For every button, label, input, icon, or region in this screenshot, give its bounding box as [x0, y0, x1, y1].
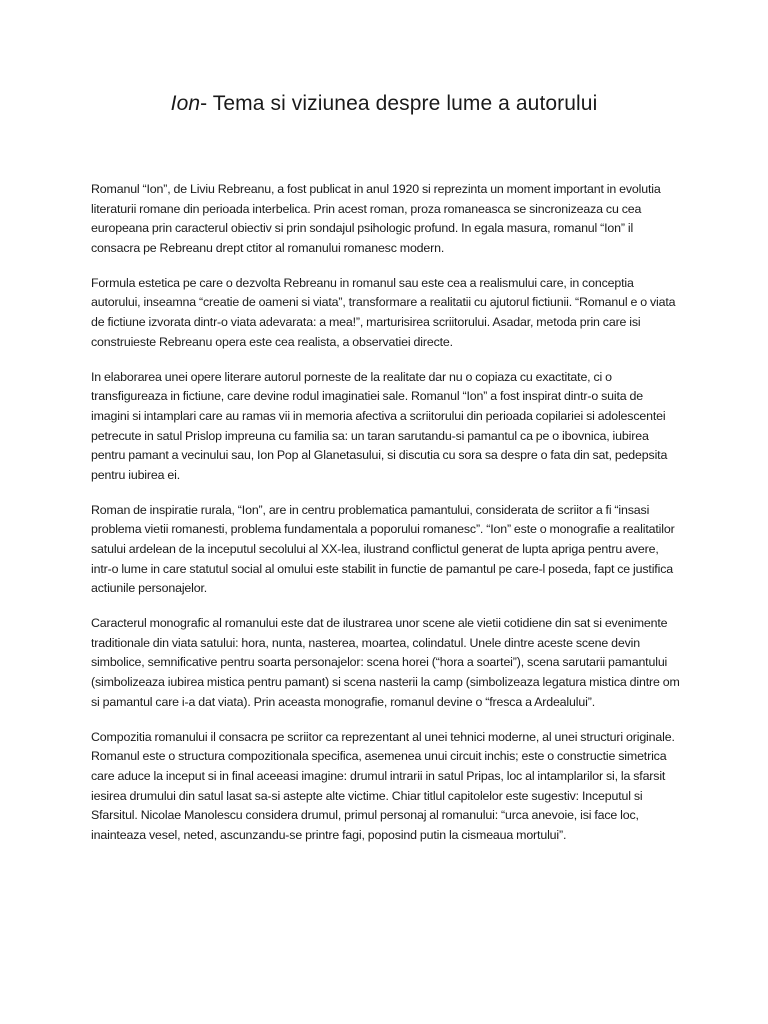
paragraph-1: Romanul “Ion”, de Liviu Rebreanu, a fost publicat in anul 1920 si reprezinta un moment important in evolutia literaturii romane din perioada interbelica. Prin acest roman, proza romaneasca se sincronizeaza cu cea europeana prin caracterul obiectiv si prin sondajul psihologic profund. In egala masura, romanul “Ion” il consacra pe Rebreanu drept ctitor al romanului romanesc modern.: [91, 182, 661, 255]
title-rest-part: - Tema si viziunea despre lume a autorului: [200, 92, 598, 115]
paragraph-5: Caracterul monografic al romanului este dat de ilustrarea unor scene ale vietii cotidiene din sat si evenimente traditionale din viata satului: hora, nunta, nasterea, moartea, colindatul. Unele dintre aceste scene devin simbolice, semnificative pentru soarta personajelor: scena horei (“hora a soartei”), scena sarutarii pamantului (simbolizeaza iubirea mistica pentru pamant) si scena nasterii la camp (simbolizeaza legatura mistica dintre om si pamantul care i-a dat viata). Prin aceasta monografie, romanul devine o “fresca a Ardealului”.: [91, 616, 680, 709]
paragraph-4: Roman de inspiratie rurala, “Ion”, are in centru problematica pamantului, considerata de scriitor a fi “insasi problema vietii romanesti, problema fundamentala a poporului romanesc”. “Ion” este o monografie a realitatilor satului ardelean de la inceputul secolului al XX-lea, ilustrand conflictul generat de lupta apriga pentru avere, intr-o lume in care statutul social al omului este stabilit in functie de pamantul pe care-l poseda, fapt ce justifica actiunile personajelor.: [91, 502, 675, 596]
document-body: [91, 180, 681, 861]
paragraph-3: In elaborarea unei opere literare autorul porneste de la realitate dar nu o copiaza cu exactitate, ci o transfigureaza in fictiune, care devine rodul imaginatiei sale. Romanul “Ion” a fost inspirat dintr-o suita de imagini si intamplari care au ramas vii in memoria afectiva a scriitorului din perioada copilariei si adolescentei petrecute in satul Prislop impreuna cu familia sa: un taran sarutandu-si pamantul ca pe o ibovnica, iubirea pentru pamant a vecinului sau, Ion Pop al Glanetasului, si discutia cu sora sa despre o fata din sat, pedepsita pentru iubirea ei.: [91, 369, 668, 482]
paragraph-2: Formula estetica pe care o dezvolta Rebreanu in romanul sau este cea a realismului care, in conceptia autorului, inseamna “creatie de oameni si viata”, transformare a realitatii cu ajutorul fictiunii. “Romanul e o viata de fictiune izvorata dintr-o viata adevarata: a mea!”, marturisirea scriitorului. Asadar, metoda prin care isi construieste Rebreanu opera este cea realista, a observatiei directe.: [91, 275, 676, 349]
title-italic-part: Ion: [170, 92, 201, 115]
paragraph-6: Compozitia romanului il consacra pe scriitor ca reprezentant al unei tehnici moderne, al unei structuri originale. Romanul este o structura compozitionala specifica, asemenea unui circuit inchis; este o constructie simetrica care aduce la inceput si in final aceeasi imagine: drumul intrarii in satul Pripas, loc al intamplarilor si, la sfarsit iesirea drumului din satul lasat sa-si astepte alte victime. Chiar titlul capitolelor este sugestiv: Inceputul si Sfarsitul. Nicolae Manolescu considera drumul, primul personaj al romanului: “urca anevoie, isi face loc, inainteaza vesel, neted, ascunzandu-se printre fagi, poposind putin la cismeaua mortului”.: [91, 729, 675, 842]
document-title: [0, 92, 768, 116]
